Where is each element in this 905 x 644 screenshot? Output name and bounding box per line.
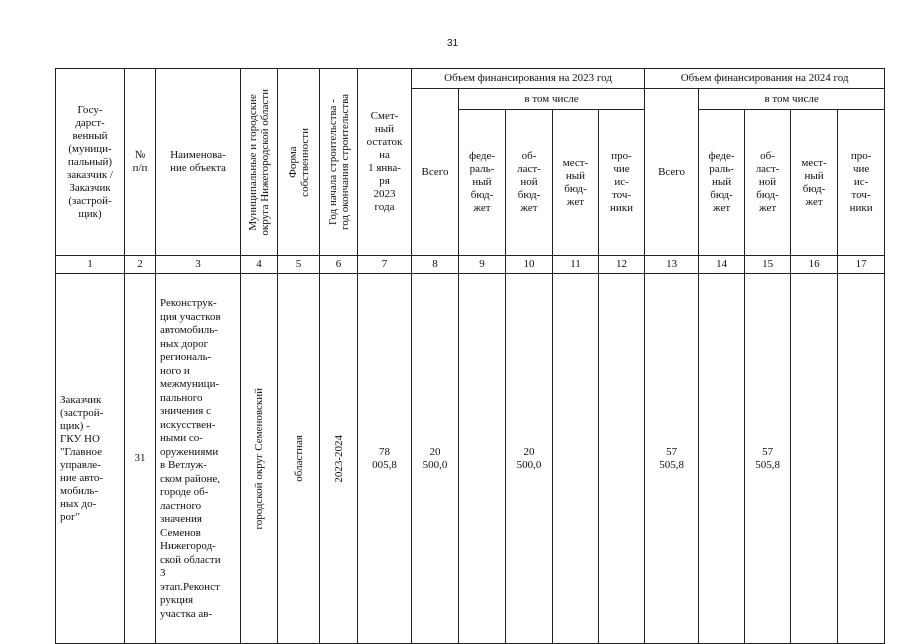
- row-federal-2023: [459, 274, 506, 644]
- header-customer: Госу- дарст- венный (муници- пальный) заказчик / Заказчик (застрой- щик): [56, 69, 125, 256]
- header-total-2023: Всего: [412, 89, 459, 256]
- column-number: 11: [553, 256, 599, 274]
- row-object-name: Реконструк- ция участков автомобиль- ных дорог региональ- ного и межмуници- пального зничения с искусствен- ными со- оружениями в Ветлуж- ском районе, городе об- ластного значения Семенов Нижегород- ской области 3 этап.Реконст рукция участка ав-: [156, 274, 241, 644]
- column-number: 8: [412, 256, 459, 274]
- header-regional-2024: об- ласт- ной бюд- жет: [745, 110, 791, 256]
- row-years: 2023-2024: [332, 434, 345, 483]
- row-regional-2023: 20 500,0: [506, 274, 553, 644]
- row-years-cell: [320, 274, 358, 644]
- row-ownership: областная: [292, 435, 305, 482]
- row-local-2024: [791, 274, 838, 644]
- header-object-name: Наименова- ние объекта: [156, 69, 241, 256]
- header-local-2023: мест- ный бюд- жет: [553, 110, 599, 256]
- header-federal-2024: феде- раль- ный бюд- жет: [699, 110, 745, 256]
- header-fin-2023: Объем финансирования на 2023 год: [412, 69, 645, 89]
- column-numbers-row: [56, 256, 885, 274]
- header-regional-2023: об- ласт- ной бюд- жет: [506, 110, 553, 256]
- header-years-cell: [320, 69, 358, 256]
- header-years: Год начала строительства - год окончания строительства: [326, 94, 351, 230]
- header-other-2024: про- чие ис- точ- ники: [838, 110, 885, 256]
- column-number: 15: [745, 256, 791, 274]
- row-other-2024: [838, 274, 885, 644]
- header-fin-2024: Объем финансирования на 2024 год: [645, 69, 885, 89]
- header-municipal: Муниципальные и городские округа Нижегородской области: [247, 88, 271, 236]
- column-number: 16: [791, 256, 838, 274]
- row-estimate: 78 005,8: [358, 274, 412, 644]
- row-federal-2024: [699, 274, 745, 644]
- header-incl-2024: в том числе: [699, 89, 885, 110]
- row-municipal-cell: [241, 274, 278, 644]
- row-total-2023: 20 500,0: [412, 274, 459, 644]
- header-ownership: Форма собственности: [286, 127, 311, 197]
- page-number: 31: [446, 38, 459, 49]
- column-number: 3: [156, 256, 241, 274]
- row-regional-2024: 57 505,8: [745, 274, 791, 644]
- table-row: [56, 274, 885, 644]
- header-federal-2023: феде- раль- ный бюд- жет: [459, 110, 506, 256]
- row-customer: Заказчик (застрой- щик) - ГКУ НО "Главное управле- ние авто- мобиль- ных до- рог": [56, 274, 125, 644]
- row-municipal: городской округ Семеновский: [253, 387, 265, 530]
- header-incl-2023: в том числе: [459, 89, 645, 110]
- header-local-2024: мест- ный бюд- жет: [791, 110, 838, 256]
- header-ownership-cell: [278, 69, 320, 256]
- row-total-2024: 57 505,8: [645, 274, 699, 644]
- header-other-2023: про- чие ис- точ- ники: [599, 110, 645, 256]
- row-other-2023: [599, 274, 645, 644]
- header-total-2024: Всего: [645, 89, 699, 256]
- financing-table: [55, 68, 885, 644]
- row-local-2023: [553, 274, 599, 644]
- header-num: № п/п: [125, 69, 156, 256]
- row-ownership-cell: [278, 274, 320, 644]
- column-number: 14: [699, 256, 745, 274]
- column-number: 4: [241, 256, 278, 274]
- column-number: 1: [56, 256, 125, 274]
- column-number: 7: [358, 256, 412, 274]
- column-number: 13: [645, 256, 699, 274]
- column-number: 12: [599, 256, 645, 274]
- column-number: 17: [838, 256, 885, 274]
- column-number: 9: [459, 256, 506, 274]
- column-number: 10: [506, 256, 553, 274]
- column-number: 2: [125, 256, 156, 274]
- column-number: 6: [320, 256, 358, 274]
- row-num: 31: [125, 274, 156, 644]
- header-estimate: Смет- ный остаток на 1 янва- ря 2023 года: [358, 69, 412, 256]
- column-number: 5: [278, 256, 320, 274]
- header-municipal-cell: [241, 69, 278, 256]
